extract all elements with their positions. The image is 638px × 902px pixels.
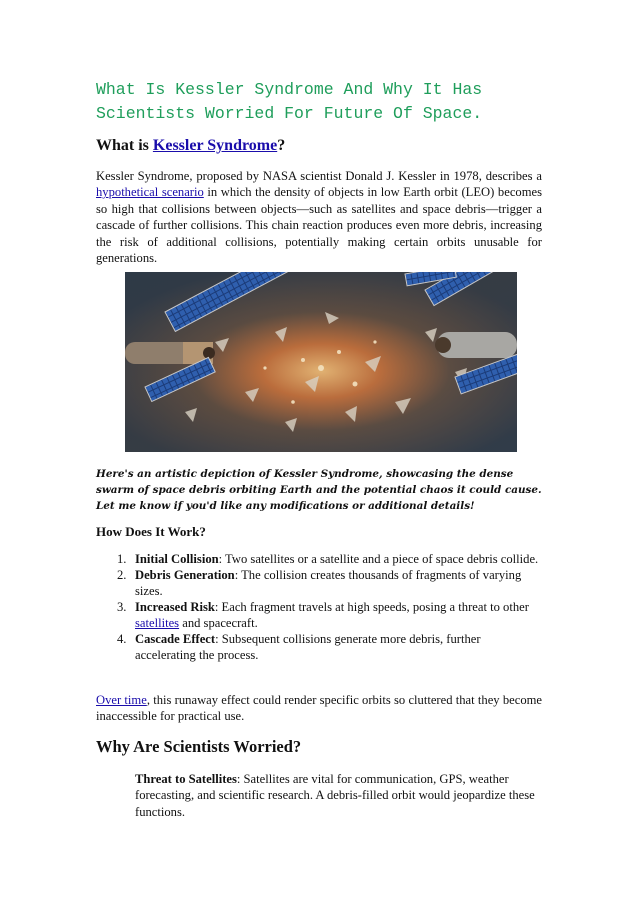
list-item (96, 631, 542, 663)
step-term: Cascade Effect (135, 632, 216, 646)
step-number: 3. (117, 600, 127, 614)
section-heading-what (96, 137, 285, 155)
list-item (96, 599, 542, 631)
step-term: Debris Generation (135, 568, 235, 582)
space-debris-illustration (125, 272, 517, 452)
list-item (96, 551, 542, 567)
step-number: 1. (117, 552, 127, 566)
hypothetical-scenario-link[interactable]: hypothetical scenario (96, 185, 204, 200)
step-text: : The collision creates thousands of fragments of varying sizes. (135, 568, 522, 598)
step-text: : Each fragment travels at high speeds, posing a threat to other (214, 600, 529, 614)
intro-text-start: Kessler Syndrome, proposed by NASA scientist Donald J. Kessler in 1978, describes a (96, 169, 542, 183)
step-term: Increased Risk (135, 600, 215, 614)
over-time-text: , this runaway effect could render specific orbits so cluttered that they become inaccessible for practical use. (96, 693, 543, 724)
threat-paragraph (135, 771, 535, 820)
steps-list (96, 551, 542, 663)
over-time-paragraph (96, 692, 542, 725)
step-text: : Subsequent collisions generate more debris, further accelerating the process. (135, 632, 481, 662)
page-title: What Is Kessler Syndrome And Why It Has Scientists Worried For Future Of Space. (96, 80, 483, 123)
satellites-link[interactable]: satellites (135, 616, 180, 630)
step-number: 4. (117, 632, 127, 646)
why-worried-heading: Why Are Scientists Worried? (96, 737, 302, 756)
threat-term: Threat to Satellites (135, 772, 237, 786)
heading-suffix: ? (277, 137, 286, 154)
step-number: 2. (117, 568, 127, 582)
image-caption: Here's an artistic depiction of Kessler Syndrome, showcasing the dense swarm of space debris orbiting Earth and the potential chaos it could cause. Let me know if you'd like any modifications or additional details! (96, 468, 542, 512)
intro-text-end: in which the density of objects in low Earth orbit (LEO) becomes so high that collisions between objects—such as satellites and space debris—trigger a cascade of further collisions. This chain reaction produces even more debris, increasing the risk of additional collisions, potentially making certain orbits unusable for generations. (96, 185, 542, 266)
how-it-works-heading: How Does It Work? (96, 524, 206, 539)
kessler-syndrome-link[interactable]: Kessler Syndrome (152, 137, 278, 154)
heading-prefix: What is (96, 137, 153, 154)
intro-paragraph (96, 168, 542, 266)
over-time-link[interactable]: Over time (96, 693, 147, 707)
threat-text: : Satellites are vital for communication, GPS, weather forecasting, and scientific research. A debris-filled orbit would jeopardize these functions. (135, 772, 535, 819)
step-term: Initial Collision (135, 552, 219, 566)
list-item (96, 567, 542, 599)
step-text: : Two satellites or a satellite and a piece of space debris collide. (218, 552, 539, 566)
step-text-tail: and spacecraft. (179, 616, 258, 630)
